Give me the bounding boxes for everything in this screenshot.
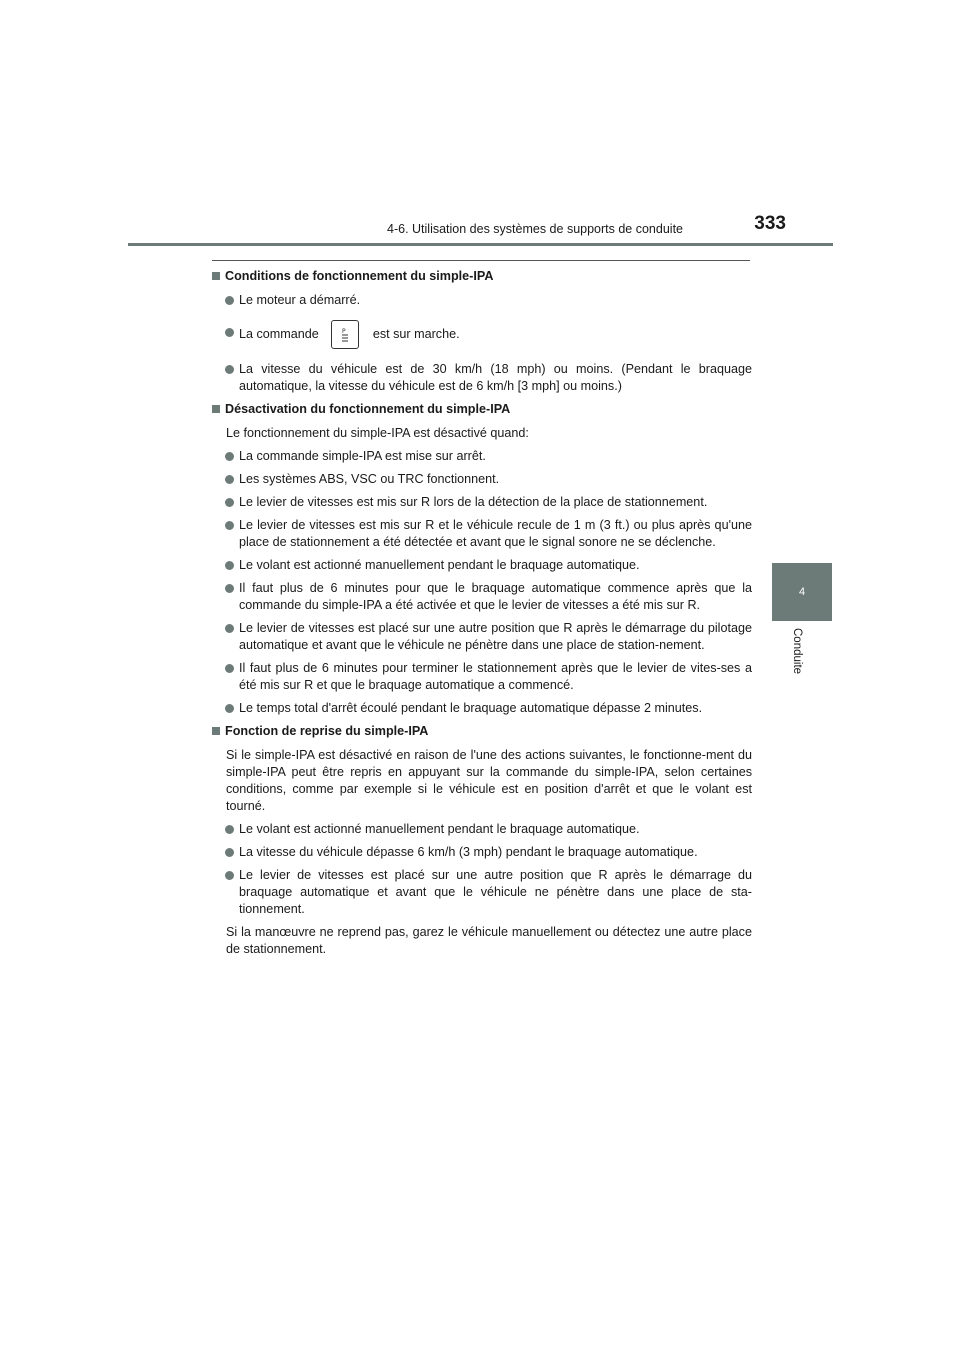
section-heading: Fonction de reprise du simple-IPA bbox=[212, 723, 752, 740]
list-item: Le levier de vitesses est placé sur une autre position que R après le démarrage du pilotage automatique et avant que le véhicule ne pénètre dans une place de station-nement. bbox=[212, 620, 752, 654]
page-content bbox=[212, 268, 752, 964]
svg-text:P: P bbox=[341, 328, 346, 335]
list-item: Le volant est actionné manuellement pendant le braquage automatique. bbox=[212, 557, 752, 574]
section-intro: Si le simple-IPA est désactivé en raison de l'une des actions suivantes, le fonctionne-ment du simple-IPA peut être repris en appuyant sur la commande du simple-IPA, selon certaines conditions, comme par exemple si le véhicule est en position d'arrêt et que le volant est tourné. bbox=[226, 748, 752, 813]
list-item: Le moteur a démarré. bbox=[212, 292, 752, 309]
parking-assist-switch-icon bbox=[331, 320, 359, 349]
list-item: Il faut plus de 6 minutes pour terminer le stationnement après que le levier de vites-ses a été mis sur R et que le braquage automatique a commencé. bbox=[212, 660, 752, 694]
list-item-text: La commande bbox=[239, 326, 319, 341]
list-item-with-icon bbox=[212, 320, 752, 349]
list-item: La vitesse du véhicule dépasse 6 km/h (3 mph) pendant le braquage automatique. bbox=[212, 844, 752, 861]
list-item: Le levier de vitesses est placé sur une autre position que R après le démarrage du braquage automatique et avant que le véhicule ne pénètre dans une place de sta-tionnement. bbox=[212, 867, 752, 918]
content-rule bbox=[212, 260, 750, 261]
list-item: Les systèmes ABS, VSC ou TRC fonctionnent. bbox=[212, 471, 752, 488]
chapter-number: 4 bbox=[798, 586, 806, 598]
list-item: La commande simple-IPA est mise sur arrêt. bbox=[212, 448, 752, 465]
section-outro: Si la manœuvre ne reprend pas, garez le véhicule manuellement ou détectez une autre place de stationnement. bbox=[226, 925, 752, 956]
list-item: Le temps total d'arrêt écoulé pendant le braquage automatique dépasse 2 minutes. bbox=[212, 700, 752, 717]
section-intro: Le fonctionnement du simple-IPA est désactivé quand: bbox=[226, 426, 529, 440]
list-item: Il faut plus de 6 minutes pour que le braquage automatique commence après que la commande du simple-IPA a été activée et que le levier de vitesses a été mis sur R. bbox=[212, 580, 752, 614]
list-item: La vitesse du véhicule est de 30 km/h (18 mph) ou moins. (Pendant le braquage automatique, la vitesse du véhicule est de 6 km/h [3 mph] ou moins.) bbox=[212, 361, 752, 395]
chapter-label: Conduite bbox=[791, 628, 803, 675]
page-number: 333 bbox=[754, 213, 786, 234]
section-heading: Désactivation du fonctionnement du simple-IPA bbox=[212, 401, 752, 418]
chapter-tab[interactable] bbox=[772, 563, 832, 621]
header-rule bbox=[128, 243, 833, 246]
list-item-text: est sur marche. bbox=[372, 326, 460, 341]
section-title: 4-6. Utilisation des systèmes de supports de conduite bbox=[387, 222, 683, 236]
list-item: Le levier de vitesses est mis sur R lors de la détection de la place de stationnement. bbox=[212, 494, 752, 511]
list-item: Le levier de vitesses est mis sur R et le véhicule recule de 1 m (3 ft.) ou plus après qu'une place de stationnement a été détectée et avant que le signal sonore ne se déclenche. bbox=[212, 517, 752, 551]
section-heading: Conditions de fonctionnement du simple-IPA bbox=[212, 268, 752, 285]
list-item: Le volant est actionné manuellement pendant le braquage automatique. bbox=[212, 821, 752, 838]
